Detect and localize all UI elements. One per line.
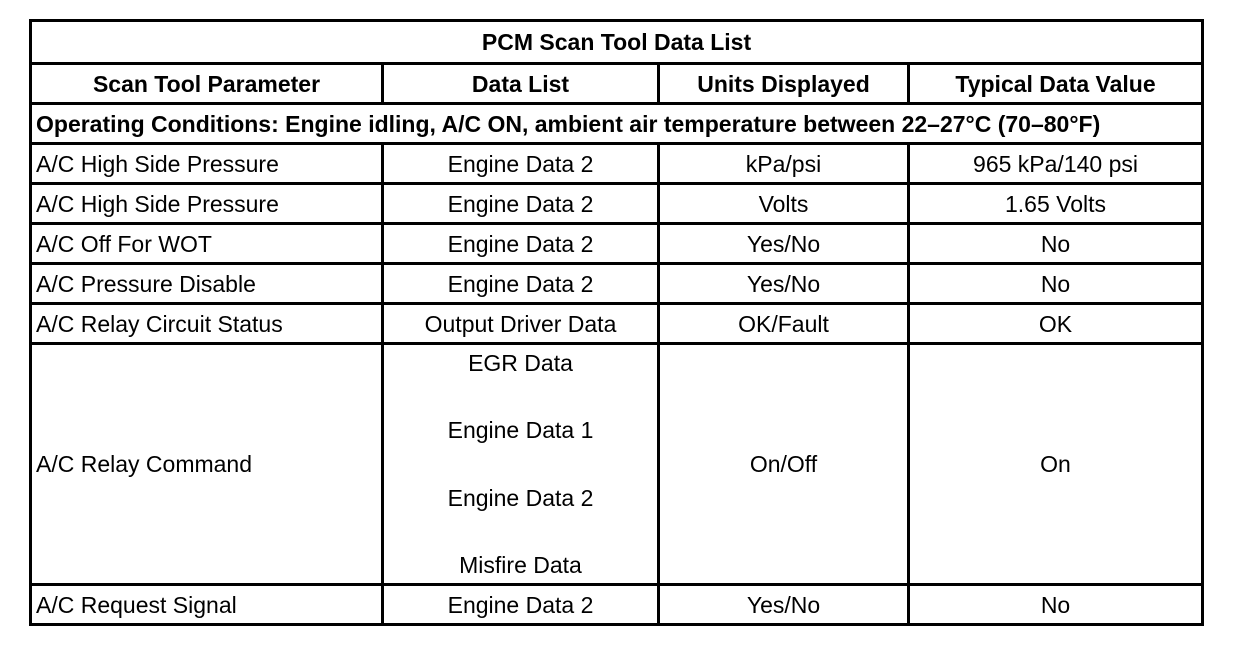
data-list-stack — [388, 350, 653, 578]
data-list-item: Engine Data 1 — [447, 417, 594, 444]
operating-conditions-row — [31, 104, 1203, 144]
parameter-cell: A/C Relay Command — [31, 344, 383, 585]
units-cell: OK/Fault — [659, 304, 909, 344]
value-cell: No — [909, 585, 1203, 625]
units-cell: On/Off — [659, 344, 909, 585]
pcm-data-table — [29, 19, 1204, 626]
units-cell: kPa/psi — [659, 144, 909, 184]
value-cell: No — [909, 224, 1203, 264]
value-cell: 1.65 Volts — [909, 184, 1203, 224]
units-cell: Yes/No — [659, 585, 909, 625]
table-title: PCM Scan Tool Data List — [31, 21, 1203, 64]
table-row — [31, 585, 1203, 625]
table-header-row — [31, 64, 1203, 104]
parameter-cell: A/C Request Signal — [31, 585, 383, 625]
value-cell: 965 kPa/140 psi — [909, 144, 1203, 184]
data-list-item: EGR Data — [468, 350, 573, 376]
operating-conditions: Operating Conditions: Engine idling, A/C ON, ambient air temperature between 22–27°C (70–80°F) — [31, 104, 1203, 144]
units-cell: Yes/No — [659, 264, 909, 304]
data-list-item: Engine Data 2 — [447, 484, 594, 511]
parameter-cell: A/C Pressure Disable — [31, 264, 383, 304]
header-units-displayed: Units Displayed — [659, 64, 909, 104]
table-row — [31, 144, 1203, 184]
table-row — [31, 304, 1203, 344]
header-data-list: Data List — [383, 64, 659, 104]
data-list-cell: Engine Data 2 — [383, 585, 659, 625]
parameter-cell: A/C High Side Pressure — [31, 184, 383, 224]
table-row — [31, 264, 1203, 304]
data-list-cell: Engine Data 2 — [383, 264, 659, 304]
header-typical-data-value: Typical Data Value — [909, 64, 1203, 104]
parameter-cell: A/C High Side Pressure — [31, 144, 383, 184]
header-scan-tool-parameter: Scan Tool Parameter — [31, 64, 383, 104]
data-list-cell: Engine Data 2 — [383, 144, 659, 184]
data-list-cell-multi — [383, 344, 659, 585]
value-cell: OK — [909, 304, 1203, 344]
units-cell: Yes/No — [659, 224, 909, 264]
data-list-cell: Engine Data 2 — [383, 224, 659, 264]
parameter-cell: A/C Off For WOT — [31, 224, 383, 264]
value-cell: On — [909, 344, 1203, 585]
table-row-relay-command — [31, 344, 1203, 585]
table-row — [31, 224, 1203, 264]
data-list-cell: Output Driver Data — [383, 304, 659, 344]
value-cell: No — [909, 264, 1203, 304]
units-cell: Volts — [659, 184, 909, 224]
data-list-cell: Engine Data 2 — [383, 184, 659, 224]
table-title-row — [31, 21, 1203, 64]
data-list-item: Misfire Data — [459, 551, 582, 578]
parameter-cell: A/C Relay Circuit Status — [31, 304, 383, 344]
table-row — [31, 184, 1203, 224]
